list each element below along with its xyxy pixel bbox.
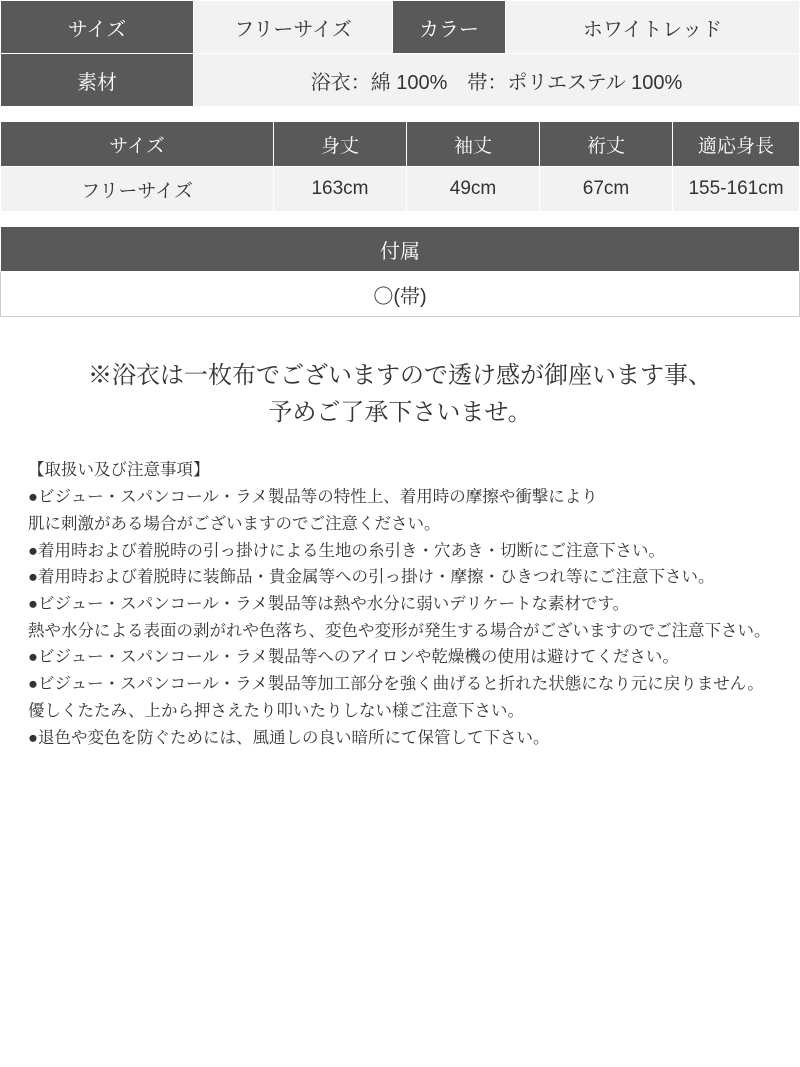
spec-label-material: 素材 — [1, 54, 194, 107]
table-row — [1, 1, 800, 54]
notice-line-1: ※浴衣は一枚布でございますので透け感が御座います事、 — [88, 362, 712, 389]
meas-value-size: フリーサイズ — [1, 167, 274, 212]
care-line: ●ビジュー・スパンコール・ラメ製品等へのアイロンや乾燥機の使用は避けてください。 — [28, 648, 679, 667]
table-row — [1, 167, 800, 212]
meas-value-sleeve: 49cm — [407, 167, 540, 212]
meas-value-yuki: 67cm — [540, 167, 673, 212]
accessory-value: 〇(帯) — [1, 272, 800, 317]
accessory-table — [0, 226, 800, 317]
transparency-notice — [0, 357, 800, 431]
care-line: ●退色や変色を防ぐためには、風通しの良い暗所にて保管して下さい。 — [28, 728, 550, 747]
care-line: 優しくたたみ、上から押さえたり叩いたりしない様ご注意下さい。 — [28, 701, 524, 720]
care-line: 肌に刺激がある場合がございますのでご注意ください。 — [28, 514, 441, 533]
table-header-row — [1, 227, 800, 272]
meas-header-yuki: 裄丈 — [540, 122, 673, 167]
meas-header-sleeve: 袖丈 — [407, 122, 540, 167]
care-line: ●ビジュー・スパンコール・ラメ製品等加工部分を強く曲げると折れた状態になり元に戻りません。 — [28, 675, 764, 694]
meas-value-length: 163cm — [274, 167, 407, 212]
care-line: 熱や水分による表面の剥がれや色落ち、変色や変形が発生する場合がございますのでご注意下さい。 — [28, 621, 771, 640]
spec-value-material: 浴衣：綿 100% 帯：ポリエステル 100% — [194, 54, 800, 107]
notice-line-2: 予めご了承下さいませ。 — [268, 399, 532, 427]
spec-label-color: カラー — [393, 1, 506, 54]
table-row — [1, 272, 800, 317]
spec-table — [0, 0, 800, 107]
care-line: ●ビジュー・スパンコール・ラメ製品等は熱や水分に弱いデリケートな素材です。 — [28, 594, 630, 613]
spec-value-size: フリーサイズ — [194, 1, 393, 54]
meas-header-size: サイズ — [1, 122, 274, 167]
care-line: ●ビジュー・スパンコール・ラメ製品等の特性上、着用時の摩擦や衝撃により — [28, 488, 598, 507]
table-row — [1, 54, 800, 107]
spec-label-size: サイズ — [1, 1, 194, 54]
measurement-table — [0, 121, 800, 212]
spec-value-color: ホワイトレッド — [506, 1, 800, 54]
care-instructions — [0, 457, 800, 751]
care-title: 【取扱い及び注意事項】 — [28, 461, 210, 480]
meas-value-height: 155-161cm — [673, 167, 800, 212]
care-line: ●着用時および着脱時に装飾品・貴金属等への引っ掛け・摩擦・ひきつれ等にご注意下さい。 — [28, 568, 715, 587]
table-header-row — [1, 122, 800, 167]
care-line: ●着用時および着脱時の引っ掛けによる生地の糸引き・穴あき・切断にご注意下さい。 — [28, 541, 665, 560]
meas-header-height: 適応身長 — [673, 122, 800, 167]
accessory-header: 付属 — [1, 227, 800, 272]
meas-header-length: 身丈 — [274, 122, 407, 167]
